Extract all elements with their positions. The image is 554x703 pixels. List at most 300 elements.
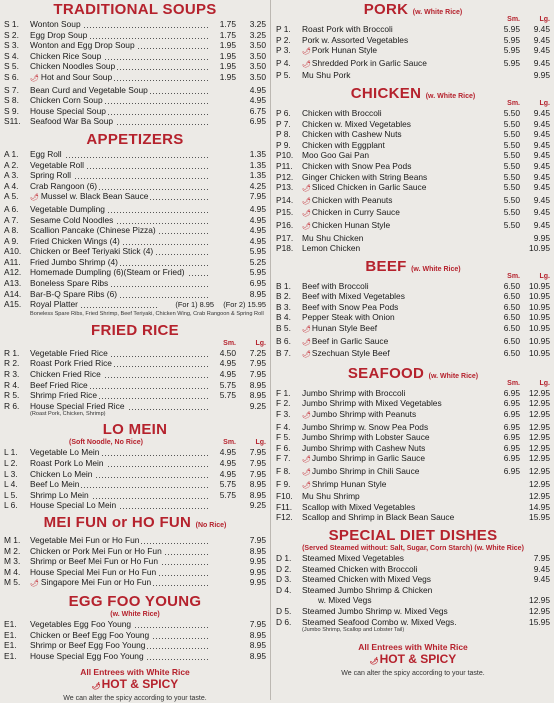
chili-pepper-icon: 🌶 <box>302 456 311 464</box>
item-name-text: Roast Pork Lo Mein <box>30 458 104 468</box>
item-name-text: Chicken Hunan Style <box>311 219 391 230</box>
item-name-cell <box>302 443 492 454</box>
item-name-cell <box>30 160 208 171</box>
price-small: 5.50 <box>503 171 520 182</box>
item-name <box>302 491 360 501</box>
price-small: (For 1) 8.95 <box>175 300 214 310</box>
section-soups <box>4 0 266 127</box>
item-name-cell <box>30 348 208 359</box>
item-name-cell <box>302 233 492 244</box>
price-large: 9.45 <box>533 194 550 205</box>
menu-item-row <box>276 398 550 409</box>
menu-item-row <box>4 181 266 192</box>
item-name <box>30 469 94 479</box>
item-name-text: Egg Roll <box>30 148 62 159</box>
item-name <box>30 257 120 267</box>
item-name-cell <box>30 490 208 501</box>
section-note: (Roast Pork, Chicken, Shrimp) <box>30 411 106 418</box>
menu-item-row <box>4 469 266 480</box>
menu-item-row <box>4 267 266 278</box>
item-code: B 3. <box>276 301 291 312</box>
item-name <box>30 546 164 556</box>
menu-item-row <box>4 500 266 511</box>
price-large: 7.95 <box>249 369 266 380</box>
item-code: P 1. <box>276 24 291 34</box>
item-code: F 2. <box>276 398 291 409</box>
section-subtitle: (Soft Noodle, No Rice) <box>69 439 143 447</box>
item-name-text: Wonton Soup <box>30 19 81 29</box>
item-name-cell <box>30 619 208 630</box>
item-list <box>4 348 266 412</box>
size-header <box>276 100 550 108</box>
item-name-text: Steamed Jumbo Shrimp w. Mixed Vegs <box>302 605 448 616</box>
price-large: 12.95 <box>529 453 550 464</box>
menu-item-row <box>276 150 550 161</box>
section-subtitle: (w. White Rice) <box>110 610 160 618</box>
item-name <box>302 398 442 408</box>
item-list <box>276 553 550 627</box>
price-large: 4.95 <box>249 214 266 225</box>
price-small: 5.50 <box>503 194 520 205</box>
menu-item-row <box>276 585 550 596</box>
item-name-cell <box>302 409 492 422</box>
item-name-text: Shrimp or Beef Egg Foo Young <box>30 640 146 651</box>
menu-item-row <box>4 479 266 490</box>
menu-item-row <box>276 312 550 323</box>
chili-pepper-icon: 🌶 <box>302 338 311 346</box>
item-code: S 6. <box>4 71 19 82</box>
price-large: 9.45 <box>533 574 550 585</box>
item-name <box>30 278 110 288</box>
item-code: F 3. <box>276 409 291 420</box>
section-subtitle: (w. White Rice) <box>425 92 476 100</box>
item-name-text: Steamed Seafood Combo w. Mixed Vegs. <box>302 616 457 627</box>
item-name-cell <box>302 574 492 585</box>
price-large: 4.95 <box>249 203 266 214</box>
price-large: 9.45 <box>533 563 550 574</box>
price-small: 6.95 <box>503 466 520 476</box>
sm-label: Sm. <box>507 379 520 387</box>
price-large: 12.95 <box>529 432 550 443</box>
menu-item-row <box>4 95 266 106</box>
item-name-text: Hot and Sour Soup <box>40 71 113 82</box>
item-name-text: Steamed Chicken with Mixed Vegs <box>302 574 431 585</box>
item-code: D 3. <box>276 574 292 585</box>
item-name-cell <box>30 358 208 369</box>
section-special-diet <box>276 527 550 634</box>
item-name-text: Scallop and Shrimp in Black Bean Sauce <box>302 512 455 523</box>
price-small: 5.95 <box>503 57 520 68</box>
footer-line-3: We can alter the spicy according to your taste. <box>341 670 485 678</box>
item-name <box>302 466 419 476</box>
menu-item-row <box>4 380 266 391</box>
item-name-cell <box>302 453 492 466</box>
item-name-text: Pork Hunan Style <box>311 45 378 56</box>
item-name-text: Roast Pork Fried Rice <box>30 358 112 369</box>
item-name-text: Jumbo Shrimp w. Snow Pea Pods <box>302 421 429 432</box>
price-large: 7.95 <box>249 618 266 629</box>
item-name-text: Beef with Broccoli <box>302 280 369 291</box>
item-code: F 7. <box>276 453 291 464</box>
price-large: 10.95 <box>529 348 550 359</box>
item-name-cell <box>30 116 208 127</box>
item-name <box>30 348 110 358</box>
item-code: A 4. <box>4 180 19 191</box>
item-name <box>302 323 377 333</box>
item-name <box>302 348 390 358</box>
item-code: A15. <box>4 299 22 310</box>
item-code: M 5. <box>4 577 21 588</box>
section-title: TRADITIONAL SOUPS <box>53 1 217 18</box>
menu-item-row <box>276 479 550 492</box>
item-name-cell <box>30 215 208 226</box>
size-header <box>4 439 266 447</box>
item-name-cell <box>30 40 208 51</box>
item-name <box>30 380 90 390</box>
section-title: EGG FOO YOUNG <box>68 592 202 610</box>
item-name <box>30 630 151 640</box>
item-name-text: Beef Lo Mein <box>30 479 80 490</box>
item-name-text: Beef Fried Rice <box>30 379 88 390</box>
chili-pepper-icon: 🌶 <box>30 580 39 588</box>
item-name-text: Jumbo Shrimp with Mixed Vegetables <box>302 398 442 409</box>
item-name <box>30 458 106 468</box>
item-name <box>302 595 372 605</box>
item-code: R 3. <box>4 369 20 380</box>
menu-item-row <box>4 149 266 160</box>
price-small: 5.50 <box>503 182 520 193</box>
menu-item-row <box>276 617 550 628</box>
lg-label: Lg. <box>255 339 266 347</box>
menu-item-row <box>276 129 550 140</box>
item-name-text: Shredded Pork in Garlic Sauce <box>311 57 427 68</box>
item-name-cell <box>302 24 492 35</box>
item-name-text: Egg Drop Soup <box>30 29 88 40</box>
item-name-cell <box>302 323 492 336</box>
price-large: 6.75 <box>249 105 266 116</box>
item-name <box>30 40 137 50</box>
price-large: 10.95 <box>529 301 550 312</box>
chili-pepper-icon: 🌶 <box>302 48 311 56</box>
item-code: A 1. <box>4 148 19 159</box>
section-title: SPECIAL DIET DISHES <box>328 526 498 544</box>
item-name <box>30 191 150 201</box>
menu-item-row <box>4 348 266 359</box>
item-name-cell <box>30 278 208 289</box>
price-large: 4.25 <box>249 180 266 191</box>
item-name <box>302 312 395 322</box>
item-code: R 6. <box>4 400 20 411</box>
item-name-cell <box>30 651 208 662</box>
price-small: 5.95 <box>503 45 520 56</box>
menu-item-row <box>4 577 266 590</box>
item-code: A14. <box>4 288 22 299</box>
chili-pepper-icon: 🌶 <box>302 481 311 489</box>
section-egg-foo-young <box>4 593 266 661</box>
chili-pepper-icon: 🌶 <box>302 469 311 476</box>
item-name-text: Spring Roll <box>30 170 71 181</box>
price-small: 6.95 <box>503 421 520 432</box>
menu-item-row <box>276 195 550 208</box>
item-name-text: Fried Chicken Wings (4) <box>30 235 120 246</box>
item-name-cell <box>302 195 492 208</box>
price-large: 3.50 <box>249 61 266 72</box>
item-code: P 8. <box>276 129 291 140</box>
item-name-text: Mu Shu Chicken <box>302 232 364 243</box>
menu-item-row <box>276 502 550 513</box>
item-name-text: Chicken Noodles Soup <box>30 61 116 72</box>
price-large: 12.95 <box>529 491 550 502</box>
item-name-text: Shrimp Fried Rice <box>30 390 98 401</box>
lg-label: Lg. <box>539 99 550 107</box>
item-code: M 4. <box>4 566 21 577</box>
price-large: 12.95 <box>529 387 550 398</box>
item-list <box>276 388 550 523</box>
item-name-cell <box>30 181 208 192</box>
menu-item-row <box>4 390 266 401</box>
item-name-text: Steamed Chicken with Broccoli <box>302 563 418 574</box>
price-small: 5.75 <box>219 390 236 401</box>
price-large: 1.35 <box>249 159 266 170</box>
section-title-text: BEEF <box>365 257 407 275</box>
item-code: S11. <box>4 116 21 127</box>
menu-item-row <box>4 278 266 289</box>
item-code: S 7. <box>4 84 19 95</box>
section-subtitle: (No Rice) <box>195 521 227 529</box>
menu-item-row <box>4 72 266 85</box>
menu-item-row <box>276 182 550 195</box>
price-large: 9.95 <box>533 232 550 243</box>
item-name-text: Vegetable Dumpling <box>30 203 105 214</box>
item-code: L 1. <box>4 447 18 458</box>
item-name-cell <box>302 243 492 254</box>
footer-line-1: All Entrees with White Rice <box>358 642 468 653</box>
item-name <box>302 243 360 253</box>
item-name-cell <box>30 246 208 257</box>
item-name <box>302 574 431 584</box>
item-name <box>30 535 141 545</box>
item-name-cell <box>302 491 492 502</box>
item-name <box>302 302 398 312</box>
item-name-cell <box>302 119 492 130</box>
item-code: A 5. <box>4 191 19 202</box>
item-name <box>30 204 107 214</box>
price-large: 4.95 <box>249 84 266 95</box>
item-code: R 5. <box>4 390 20 401</box>
item-name-cell <box>30 299 158 310</box>
menu-item-row <box>4 85 266 96</box>
item-name-cell <box>302 140 492 151</box>
item-name-text: Beef in Garlic Sauce <box>311 335 389 346</box>
size-header <box>276 16 550 24</box>
menu-item-row <box>4 556 266 567</box>
price-small: 4.95 <box>219 358 236 369</box>
price-small: 5.50 <box>503 207 520 218</box>
item-code: S 1. <box>4 19 19 29</box>
item-name <box>30 19 83 29</box>
menu-item-row <box>4 546 266 557</box>
item-list <box>4 535 266 590</box>
item-name-text: Royal Platter <box>30 299 78 310</box>
price-large: 9.45 <box>533 45 550 56</box>
item-name-cell <box>302 172 492 183</box>
price-large: 7.25 <box>249 347 266 358</box>
item-name-text: w. Mixed Vegs <box>318 595 372 606</box>
item-name <box>302 479 386 489</box>
price-large: 15.95 <box>529 512 550 523</box>
item-name-cell <box>302 466 492 479</box>
price-large: 12.95 <box>529 478 550 489</box>
menu-item-row <box>276 388 550 399</box>
menu-item-row <box>276 281 550 292</box>
menu-item-row <box>4 215 266 226</box>
item-name-text: Beef with Mixed Vegetables <box>302 291 405 302</box>
item-name-text: Fried Jumbo Shrimp (4) <box>30 256 118 267</box>
item-name-cell <box>30 51 208 62</box>
item-name-cell <box>302 302 492 313</box>
item-code: F 9. <box>276 478 291 489</box>
item-name <box>30 447 101 457</box>
price-large: 9.45 <box>533 182 550 193</box>
item-name-cell <box>302 182 492 195</box>
section-subtitle: (w. White Rice) <box>411 265 461 273</box>
item-name <box>302 70 350 80</box>
price-small: 6.50 <box>503 291 520 302</box>
item-name-cell <box>302 348 492 361</box>
item-name <box>302 291 405 301</box>
item-name-cell <box>302 281 492 292</box>
chili-pepper-icon: 🌶 <box>302 185 311 193</box>
item-name-text: Chicken with Cashew Nuts <box>302 129 402 140</box>
item-code: P14. <box>276 194 294 205</box>
item-name <box>30 577 153 587</box>
chili-pepper-icon: 🌶 <box>302 210 311 218</box>
menu-item-row <box>276 302 550 313</box>
price-large: 3.50 <box>249 50 266 61</box>
item-name-text: Bean Curd and Vegetable Soup <box>30 84 148 95</box>
section-title: FRIED RICE <box>90 321 179 339</box>
item-name <box>302 140 385 150</box>
item-name-text: House Special Soup <box>30 105 106 116</box>
item-name <box>302 161 411 171</box>
menu-item-row <box>4 458 266 469</box>
item-list <box>276 24 550 81</box>
item-name <box>302 150 369 160</box>
item-name-text: Beef with Snow Pea Pods <box>302 301 399 312</box>
menu-item-row <box>276 512 550 523</box>
lg-label: Lg. <box>255 439 266 447</box>
item-name <box>30 160 86 170</box>
item-name <box>30 479 81 489</box>
price-large: 8.95 <box>249 629 266 640</box>
menu-item-row <box>4 299 266 311</box>
item-name-text: Vegetable Mei Fun or Ho Fun <box>30 534 140 545</box>
item-name-text: Chicken Corn Soup <box>30 95 103 106</box>
item-code: P16. <box>276 219 294 230</box>
chili-pepper-icon: 🌶 <box>30 74 39 82</box>
item-name-text: Hunan Style Beef <box>311 323 378 334</box>
item-name-text: Jumbo Shrimp in Chili Sauce <box>311 466 420 476</box>
price-large: 9.45 <box>533 150 550 161</box>
item-code: D 1. <box>276 552 292 563</box>
price-small: 5.50 <box>503 118 520 129</box>
price-large: 4.95 <box>249 95 266 106</box>
menu-item-row <box>4 51 266 62</box>
item-name <box>30 215 115 225</box>
item-name <box>30 85 150 95</box>
item-list <box>4 447 266 511</box>
item-name-cell <box>302 512 492 523</box>
section-fried-rice <box>4 322 266 419</box>
sm-label: Sm. <box>223 439 236 447</box>
item-code: A 9. <box>4 235 19 246</box>
price-large: 12.95 <box>529 595 550 606</box>
item-name-cell <box>30 19 208 30</box>
menu-item-row <box>276 291 550 302</box>
item-name <box>302 233 363 243</box>
item-name-text: Sliced Chicken in Garlic Sauce <box>311 182 427 193</box>
menu-item-row <box>276 70 550 81</box>
item-name-text: Wonton and Egg Drop Soup <box>30 40 135 51</box>
item-list <box>4 149 266 311</box>
menu-item-row <box>4 630 266 641</box>
item-name-text: Vegetable Roll <box>30 159 85 170</box>
price-large: 9.95 <box>249 556 266 567</box>
item-name <box>302 195 392 205</box>
item-name-cell <box>302 606 492 617</box>
item-name-text: Shrimp Lo Mein <box>30 489 89 500</box>
price-small: 1.75 <box>219 29 236 40</box>
item-name-text: Chicken Rice Soup <box>30 50 102 61</box>
sm-label: Sm. <box>223 339 236 347</box>
menu-item-row <box>4 61 266 72</box>
item-code: F 5. <box>276 432 291 443</box>
price-large: 3.25 <box>249 29 266 40</box>
item-name <box>30 116 115 126</box>
item-code: P 4. <box>276 57 291 68</box>
menu-item-row <box>4 116 266 127</box>
item-code: M 1. <box>4 534 21 545</box>
item-name-text: Shrimp or Beef Mei Fun or Ho Fun <box>30 556 159 567</box>
item-code: P18. <box>276 243 294 254</box>
price-large: 8.95 <box>249 390 266 401</box>
item-code: S 5. <box>4 61 19 72</box>
menu-item-row <box>276 233 550 244</box>
price-large: 6.95 <box>249 116 266 127</box>
footer-line-1: All Entrees with White Rice <box>80 667 190 678</box>
item-code: E1. <box>4 618 17 629</box>
footer-line-2 <box>4 677 266 694</box>
item-name <box>30 401 127 411</box>
price-small: 1.95 <box>219 61 236 72</box>
item-list <box>4 619 266 661</box>
section-title-text: SEAFOOD <box>347 364 425 382</box>
item-name-cell <box>30 225 208 236</box>
item-name <box>30 289 119 299</box>
menu-item-row <box>276 161 550 172</box>
menu-item-row <box>276 45 550 58</box>
item-name <box>302 617 457 627</box>
section-note: Boneless Spare Ribs, Fried Shrimp, Beef Teriyaki, Chicken Wing, Crab Rangoon & Spring Roll <box>30 310 264 317</box>
item-code: E1. <box>4 650 17 661</box>
menu-item-row <box>276 564 550 575</box>
price-large: 9.25 <box>249 500 266 511</box>
price-small: 5.50 <box>503 150 520 161</box>
item-code: B 2. <box>276 291 291 302</box>
item-name <box>302 281 369 291</box>
price-large: 5.95 <box>249 246 266 257</box>
item-code: P12. <box>276 171 294 182</box>
